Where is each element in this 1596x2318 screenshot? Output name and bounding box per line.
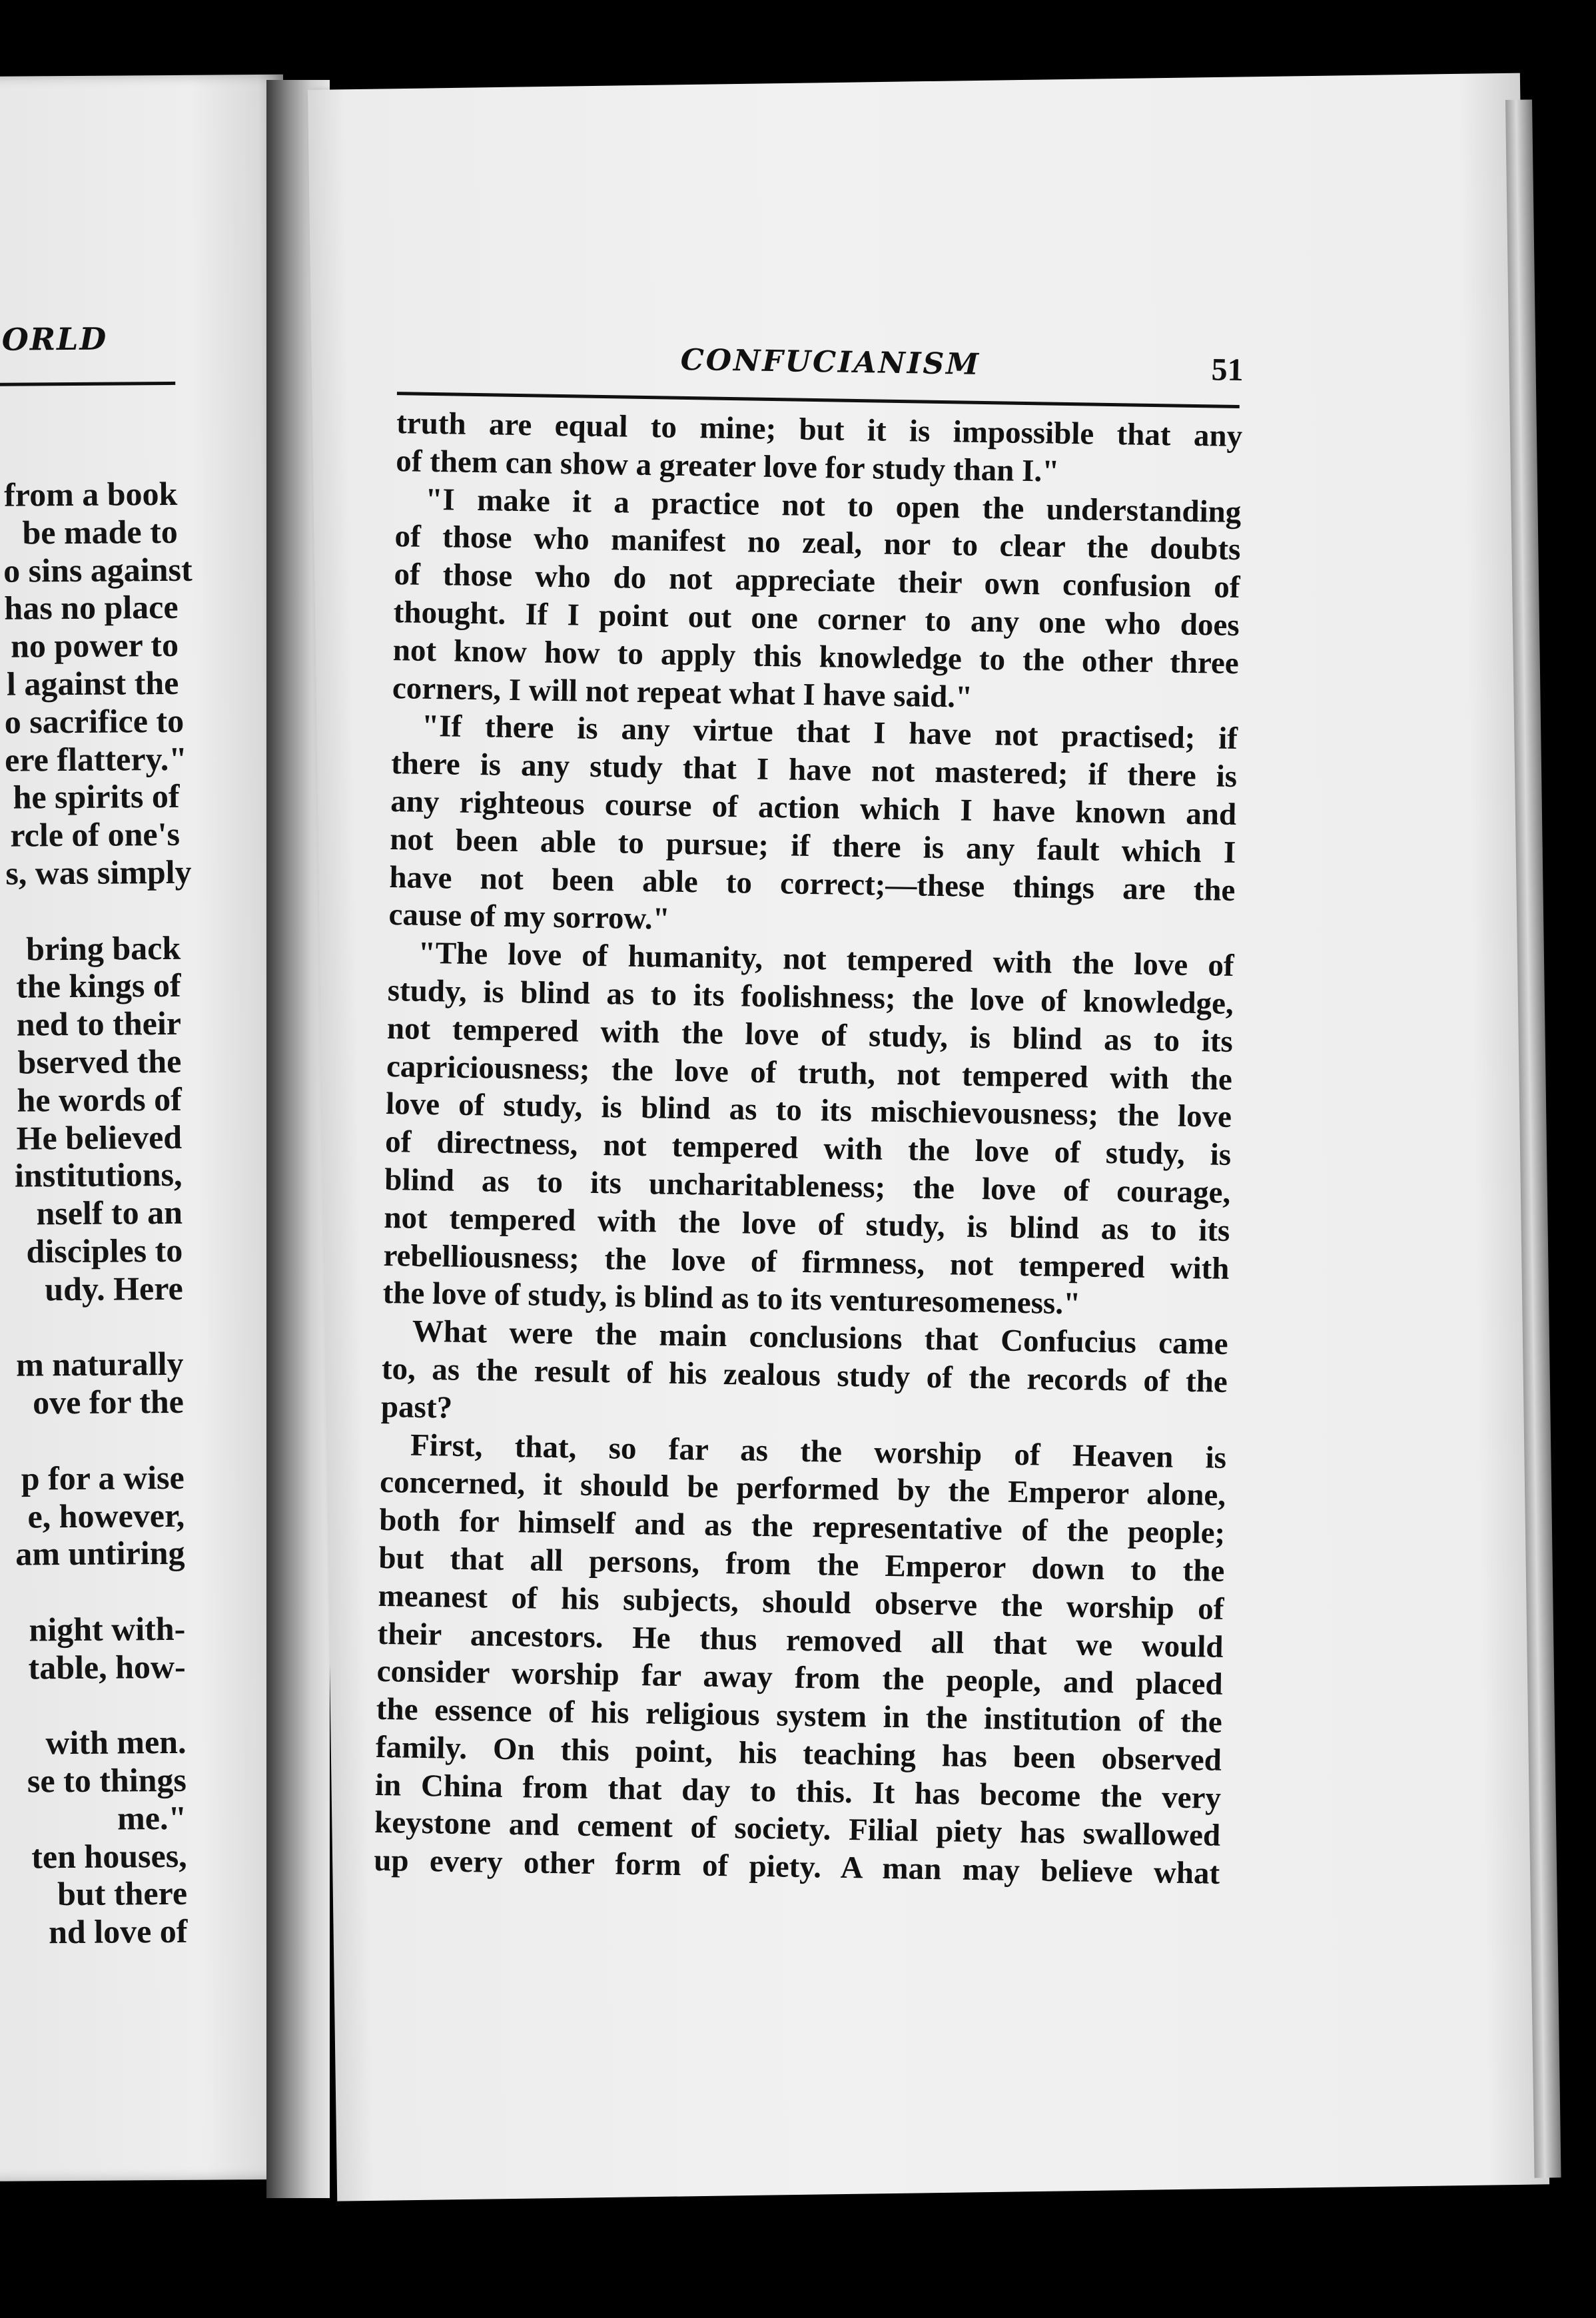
left-text-line — [9, 1421, 184, 1460]
left-text-line: ove for the — [32, 1382, 185, 1421]
text-line: consider worship far away from the people, and placed — [376, 1654, 1224, 1703]
text-line: in China from that day to this. It has become the very — [374, 1767, 1222, 1816]
left-text-line: no power to — [10, 626, 179, 665]
left-text-line: p for a wise — [21, 1458, 185, 1497]
left-text-line: s, was simply — [5, 853, 192, 892]
left-text-line: but there — [57, 1874, 188, 1913]
left-page — [0, 75, 298, 2181]
left-text-line: ten houses, — [31, 1836, 187, 1876]
text-line: there is any study that I have not mastered; if there is — [390, 746, 1238, 795]
left-text-line: nd love of — [48, 1912, 188, 1951]
left-text-line: he words of — [17, 1080, 182, 1119]
left-text-line — [11, 1685, 186, 1725]
left-running-head: ORLD — [1, 320, 108, 358]
left-text-line: the kings of — [16, 966, 181, 1005]
left-text-line: with men. — [45, 1723, 187, 1762]
text-line: "If there is any virtue that I have not practised; if — [421, 709, 1238, 757]
left-text-line: He believed — [16, 1118, 183, 1157]
text-line: not know how to apply this knowledge to the other three — [392, 632, 1240, 681]
text-line: their ancestors. He thus removed all that we would — [377, 1616, 1224, 1665]
left-text-line: l against the — [6, 663, 179, 703]
left-text-line — [11, 1572, 185, 1611]
left-text-line: am untiring — [15, 1534, 185, 1573]
left-text-line: table, how- — [28, 1647, 186, 1687]
text-line: past? — [380, 1389, 453, 1425]
text-line: of those who manifest no zeal, nor to clear the doubts — [394, 519, 1241, 568]
left-text-line: rcle of one's — [10, 815, 181, 854]
page-number: 51 — [1211, 352, 1244, 388]
left-text-line: from a book — [3, 474, 178, 514]
left-text-line: m naturally — [15, 1345, 184, 1383]
text-line: thought. If I point out one corner to any one who does — [393, 595, 1240, 643]
running-head-title: CONFUCIANISM — [680, 342, 981, 382]
text-line: not tempered with the love of study, is blind as to its — [384, 1200, 1230, 1248]
text-line: up every other form of piety. A man may believe what — [373, 1843, 1220, 1892]
text-line: the love of study, is blind as to its venturesomeness." — [382, 1276, 1081, 1322]
text-line: any righteous course of action which I have known and — [390, 784, 1237, 832]
left-page-text — [3, 474, 193, 1952]
text-line: the essence of his religious system in the institution of the — [376, 1691, 1223, 1740]
text-line: study, is blind as to its foolishness; the love of knowledge, — [387, 972, 1234, 1021]
text-line: not been able to pursue; if there is any fault which I — [390, 821, 1236, 870]
body-text — [374, 404, 1243, 1893]
left-text-line — [6, 891, 181, 931]
text-line: "I make it a practice not to open the understanding — [425, 482, 1242, 530]
left-text-line: disciples to — [26, 1231, 183, 1270]
left-text-line: has no place — [4, 588, 179, 627]
left-text-line: o sacrifice to — [4, 701, 185, 741]
text-line: keystone and cement of society. Filial piety has swallowed — [374, 1805, 1221, 1854]
text-line: of them can show a greater love for study than I." — [395, 443, 1060, 489]
text-line: blind as to its uncharitableness; the love of courage, — [384, 1162, 1231, 1210]
left-text-line: night with- — [29, 1609, 186, 1649]
text-line: of those who do not appreciate their own confusion of — [394, 557, 1240, 605]
left-text-line: ned to their — [16, 1004, 182, 1043]
right-page — [308, 73, 1549, 2201]
text-line: truth are equal to mine; but it is impossible that any — [396, 406, 1243, 454]
left-text-line: ere flattery." — [4, 739, 188, 779]
left-text-line: me." — [117, 1798, 187, 1837]
left-text-line: bserved the — [17, 1042, 182, 1081]
text-line: concerned, it should be performed by the Emperor alone, — [379, 1465, 1226, 1513]
text-line: of directness, not tempered with the love of study, is — [384, 1124, 1232, 1173]
text-line: "The love of humanity, not tempered with the love of — [418, 935, 1234, 984]
left-header-rule — [0, 382, 175, 386]
text-line: to, as the result of his zealous study of the records of the — [381, 1351, 1228, 1399]
left-text-line: udy. Here — [45, 1269, 183, 1308]
text-line: love of study, is blind as to its mischievousness; the love — [385, 1086, 1232, 1135]
text-line: have not been able to correct;—these things are the — [389, 859, 1236, 908]
text-line: not tempered with the love of study, is blind as to its — [386, 1010, 1234, 1059]
text-line: corners, I will not repeat what I have said." — [392, 670, 973, 715]
left-text-line: institutions, — [14, 1156, 183, 1194]
text-line: rebelliousness; the love of firmness, not tempered with — [383, 1238, 1230, 1286]
left-text-line: se to things — [27, 1760, 187, 1800]
text-line: What were the main conclusions that Confucius came — [412, 1314, 1229, 1362]
left-text-line: e, however, — [27, 1496, 185, 1535]
left-text-line: be made to — [22, 512, 178, 552]
text-line: cause of my sorrow." — [388, 897, 671, 937]
text-line: First, that, so far as the worship of Heaven is — [410, 1427, 1227, 1475]
left-text-line: nself to an — [36, 1193, 183, 1232]
page-content — [374, 338, 1244, 1893]
left-text-line — [9, 1307, 183, 1346]
text-line: family. On this point, his teaching has been observed — [375, 1729, 1222, 1778]
text-line: capriciousness; the love of truth, not tempered with the — [386, 1048, 1233, 1097]
text-line: both for himself and as the representative of the people; — [378, 1503, 1226, 1551]
text-line: but that all persons, from the Emperor down to the — [378, 1540, 1225, 1589]
left-text-line: bring back — [25, 929, 181, 968]
left-text-line: he spirits of — [13, 777, 180, 816]
text-line: meanest of his subjects, should observe the worship of — [378, 1578, 1224, 1627]
left-text-line: o sins against — [3, 550, 193, 589]
